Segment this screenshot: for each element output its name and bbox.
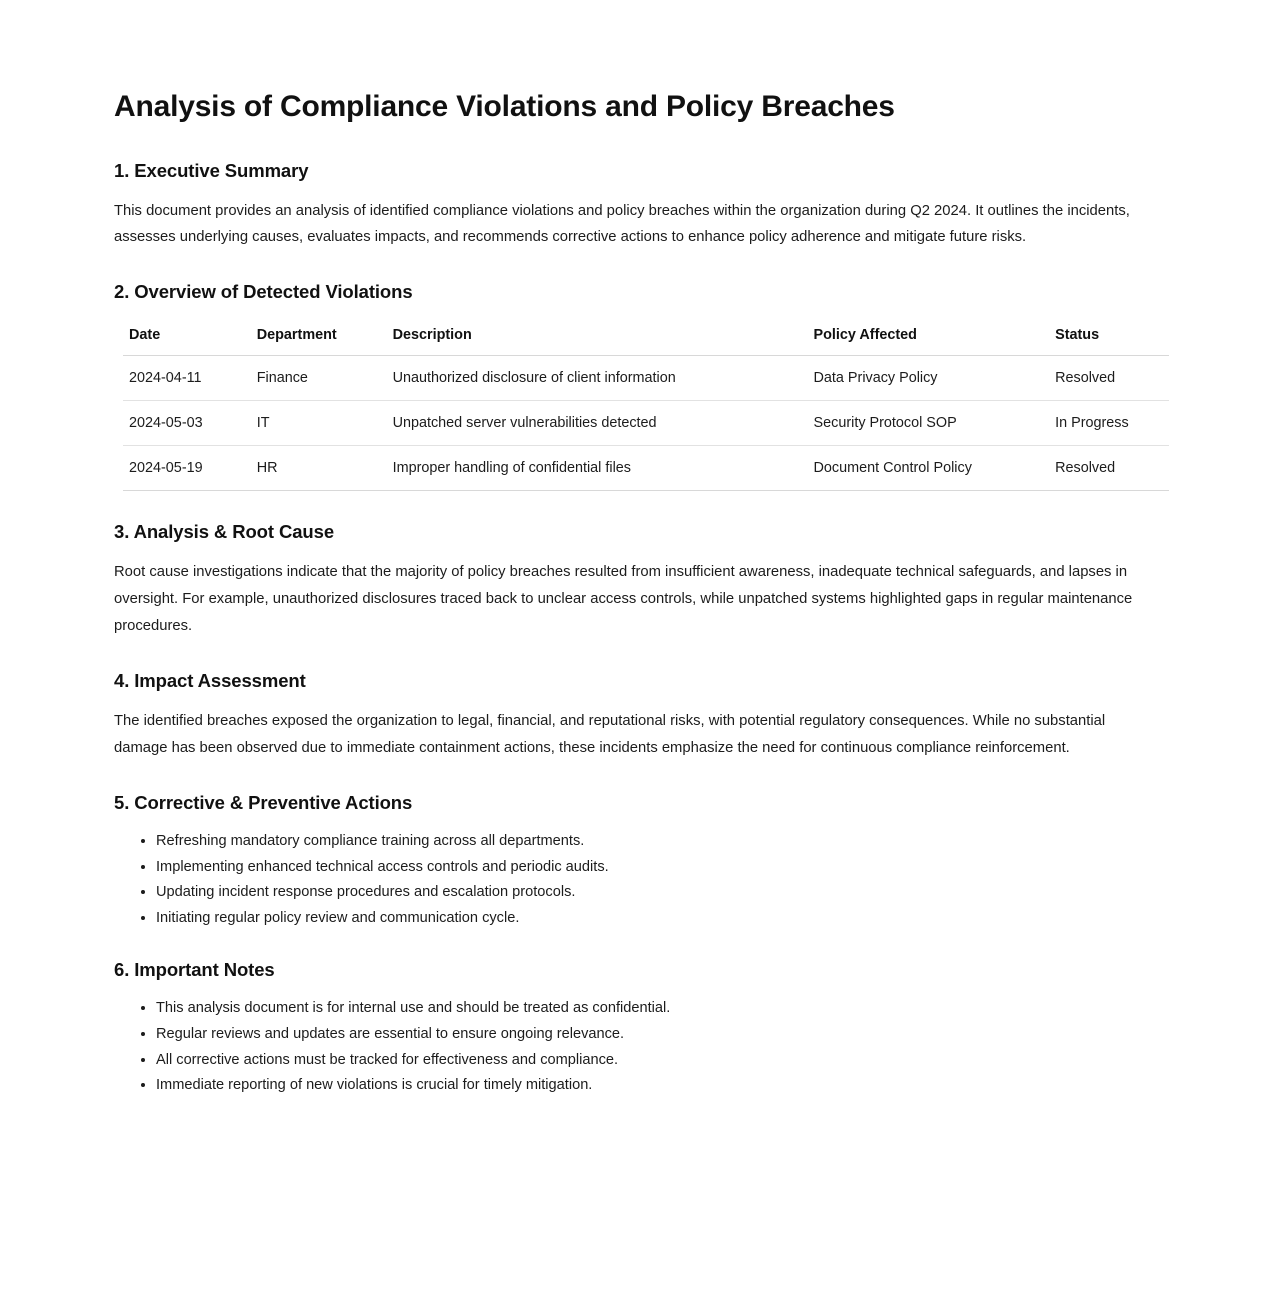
list-item: • Immediate reporting of new violations is crucial for timely mitigation. bbox=[156, 1074, 1160, 1097]
impact-paragraph: The identified breaches exposed the organization to legal, financial, and reputational risks, with potential regulatory consequences. While no substantial damage has been observed due to immediate containment actions, these incidents emphasize the need for continuous compliance reinforcement. bbox=[114, 713, 1106, 757]
cell-date: 2024-04-11 bbox=[123, 356, 251, 401]
cell-status: In Progress bbox=[1049, 401, 1169, 446]
list-item: • Refreshing mandatory compliance training across all departments. bbox=[156, 830, 1160, 853]
cell-policy: Data Privacy Policy bbox=[808, 356, 1050, 401]
column-header-description: Description bbox=[387, 319, 808, 356]
section-executive-summary bbox=[114, 160, 1160, 252]
section-impact-assessment bbox=[114, 670, 1160, 762]
page-title: Analysis of Compliance Violations and Policy Breaches bbox=[114, 90, 895, 123]
section-analysis-root-cause bbox=[114, 521, 1160, 640]
cell-date: 2024-05-03 bbox=[123, 401, 251, 446]
cell-description: Improper handling of confidential files bbox=[387, 446, 808, 491]
section-heading-corrective: 5. Corrective & Preventive Actions bbox=[114, 791, 413, 813]
violations-table-body bbox=[123, 356, 1169, 491]
violations-table-head bbox=[123, 319, 1169, 356]
table-row bbox=[123, 356, 1169, 401]
corrective-actions-list bbox=[114, 830, 1160, 929]
cell-policy: Security Protocol SOP bbox=[808, 401, 1050, 446]
cell-department: HR bbox=[251, 446, 387, 491]
cell-status: Resolved bbox=[1049, 356, 1169, 401]
table-row bbox=[123, 446, 1169, 491]
section-heading-analysis: 3. Analysis & Root Cause bbox=[114, 521, 335, 543]
analysis-paragraph: Root cause investigations indicate that the majority of policy breaches resulted from insufficient awareness, inadequate technical safeguards, and lapses in oversight. For example, unauthorized disclosures traced back to unclear access controls, while unpatched systems highlighted gaps in regular maintenance procedures. bbox=[114, 564, 1133, 635]
executive-summary-paragraph: This document provides an analysis of identified compliance violations and policy breaches within the organization during Q2 2024. It outlines the incidents, assesses underlying causes, evaluates impacts, and recommends corrective actions to enhance policy adherence and mitigate future risks. bbox=[114, 202, 1130, 246]
column-header-status: Status bbox=[1049, 319, 1169, 356]
column-header-policy-affected: Policy Affected bbox=[808, 319, 1050, 356]
section-heading-impact: 4. Impact Assessment bbox=[114, 670, 306, 692]
violations-table bbox=[123, 319, 1169, 491]
cell-department: Finance bbox=[251, 356, 387, 401]
section-heading-overview: 2. Overview of Detected Violations bbox=[114, 281, 413, 303]
cell-policy: Document Control Policy bbox=[808, 446, 1050, 491]
column-header-date: Date bbox=[123, 319, 251, 356]
section-overview bbox=[114, 281, 1160, 491]
cell-description: Unpatched server vulnerabilities detected bbox=[387, 401, 808, 446]
list-item: • This analysis document is for internal use and should be treated as confidential. bbox=[156, 997, 1160, 1020]
list-item: • Updating incident response procedures and escalation protocols. bbox=[156, 881, 1160, 904]
cell-department: IT bbox=[251, 401, 387, 446]
section-important-notes bbox=[114, 959, 1160, 1096]
cell-description: Unauthorized disclosure of client information bbox=[387, 356, 808, 401]
section-heading-executive-summary: 1. Executive Summary bbox=[114, 159, 309, 181]
section-heading-notes: 6. Important Notes bbox=[114, 959, 275, 981]
cell-date: 2024-05-19 bbox=[123, 446, 251, 491]
table-header-row bbox=[123, 319, 1169, 356]
cell-status: Resolved bbox=[1049, 446, 1169, 491]
list-item: • All corrective actions must be tracked for effectiveness and compliance. bbox=[156, 1049, 1160, 1072]
list-item: • Implementing enhanced technical access controls and periodic audits. bbox=[156, 856, 1160, 879]
table-row bbox=[123, 401, 1169, 446]
list-item: • Regular reviews and updates are essential to ensure ongoing relevance. bbox=[156, 1023, 1160, 1046]
important-notes-list bbox=[114, 997, 1160, 1096]
section-corrective-actions bbox=[114, 792, 1160, 929]
column-header-department: Department bbox=[251, 319, 387, 356]
list-item: • Initiating regular policy review and communication cycle. bbox=[156, 907, 1160, 930]
